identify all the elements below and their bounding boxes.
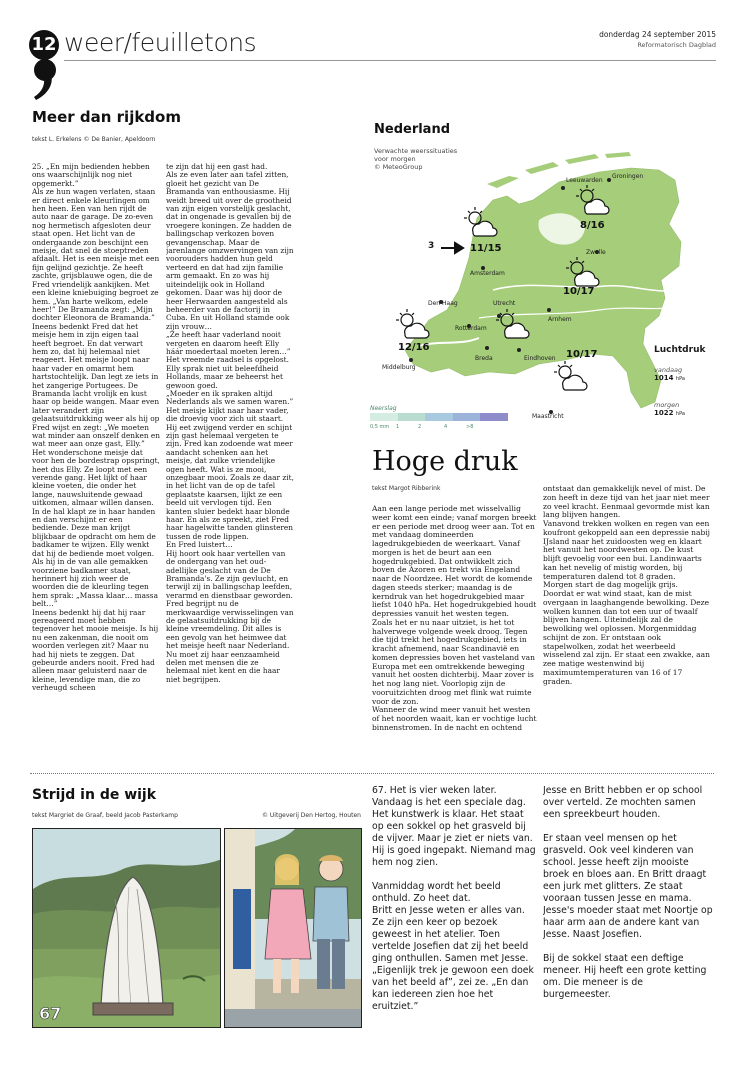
temp-east: 10/17: [563, 286, 595, 297]
city-zwolle: Zwolle: [586, 249, 606, 256]
temp-west: 11/15: [470, 243, 502, 254]
comic-panel-left: [32, 828, 221, 1028]
serial1-credit: tekst L. Erkelens © De Banier, Apeldoorn: [32, 136, 156, 143]
pressure-today-value: 1014 hPa: [654, 374, 685, 382]
weather-article-credit: tekst Margot Ribberink: [372, 485, 441, 492]
pressure-title: Luchtdruk: [654, 345, 706, 355]
city-eindhoven: Eindhoven: [524, 355, 556, 362]
section-divider: [30, 773, 714, 774]
comic-panel-number: 67: [39, 1004, 62, 1023]
serial2-column-2: Jesse en Britt hebben er op school over verteld. Ze mochten samen een spreekbeurt houden. Er staan veel mensen op het grasveld. Ook veel kinderen van school. Jesse heeft zijn mooiste broek en bloes aan. En Britt draagt een jurk met glitters. Ze staat vooraan tussen Jesse en mama. Jesse's moeder staat met Noortje op haar arm aan de andere kant van Jesse. Naast Josefien. Bij de sokkel staat een deftige meneer. Hij heeft een grote ketting om. Die meneer is de burgemeester.: [543, 785, 713, 1000]
newspaper-name: Reformatorisch Dagblad: [637, 41, 716, 49]
city-middelburg: Middelburg: [382, 364, 416, 371]
pressure-tomorrow-value: 1022 hPa: [654, 409, 685, 417]
serial2-title: Strijd in de wijk: [32, 787, 157, 803]
rain-tick: 0,5 mm: [370, 424, 390, 430]
netherlands-map: [369, 140, 714, 440]
weather-map-title: Nederland: [374, 122, 451, 137]
city-utrecht: Utrecht: [493, 300, 516, 307]
pressure-today-label: vandaag: [654, 366, 683, 374]
weather-article-column-1: Aan een lange periode met wisselvallig weer komt een einde; vanaf morgen breekt er een periode met droog weer aan. Tot en met vandaag domineerden lagedrukgebieden de weerkaart. Vanaf morgen is het de beurt aan een hogedrukgebied. Dat ontwikkelt zich boven de Azoren en trekt via Engeland naar de Noordzee. Het wordt de komende dagen steeds sterker; maandag is de kerndruk van het hogedrukgebied maar liefst 1040 hPa. Het hogedrukgebied houdt depressies vanuit het westen tegen. Zoals het er nu naar uitziet, is het tot halverwege volgende week droog. Tegen die tijd trekt het hogedrukgebied, iets in kracht afnemend, naar Scandinavië en komen depressies boven het vasteland van Europa met een omtrekkende beweging vanuit het oosten dichterbij. Maar zover is het nog lang niet. Voorlopig zijn de vooruitzichten droog met flink wat ruimte voor de zon. Wanneer de wind meer vanuit het westen of het noorden waait, kan er vochtige lucht binnenstromen. In de nacht en ochtend: [372, 505, 537, 732]
city-leeuwarden: Leeuwarden: [566, 177, 603, 184]
city-rotterdam: Rotterdam: [455, 325, 487, 332]
temp-southwest: 12/16: [398, 342, 430, 353]
pressure-tomorrow-label: morgen: [654, 401, 680, 409]
page-number: 12: [29, 30, 59, 60]
issue-date: donderdag 24 september 2015: [599, 30, 716, 39]
rain-tick: >8: [466, 424, 474, 430]
header-divider: [64, 60, 716, 61]
rain-segment: [370, 413, 398, 421]
weather-map-subtitle: Verwachte weerssituaties voor morgen © MeteoGroup: [374, 147, 458, 171]
rain-legend-bar: [370, 413, 508, 421]
serial1-column-1: 25. „En mijn bedienden hebben ons waarschijnlijk nog niet opgemerkt.” Als ze hun wagen verlaten, staan er direct enkele kleurlingen om hen heen. Een van hen rijdt de auto naar de garage. De zo-even nog hermetisch afgesloten deur staat open. Het licht van de ondergaande zon beschijnt een meisje, dat snel de stoeptreden afdaalt. Het is een meisje met een fijn gelijnd gezichtje. Ze heeft zachte, grijsblauwe ogen, die de Fred vriendelijk aankijken. Met een kleine kniebuiging begroet ze hem. „Van harte welkom, edele heer!” De Bramanda zegt: „Mijn dochter Eleonora de Bramanda.” Ineens bedenkt Fred dat het meisje hem in zijn eigen taal heeft begroet. En dat verwart hem zo, dat hij helemaal niet reageert. Het meisje loopt naar haar vader en omarmt hem hartstochtelijk. Dan legt ze iets in het zangerige Portugees. De Bramanda lacht vrolijk en kust haar op beide wangen. Maar even later verandert zijn gelaatsuitdrukking weer als hij op Fred wijst en zegt: „We moeten wat minder aan onszelf denken en wat meer aan onze gast, Elly.” Het wonderschone meisje dat voor hen de bordestrap opspringt, heet dus Elly. Ze loopt met een verende gang. Het lijkt of haar kleine voeten, die onder het lange, nauwsluitende gewaad uitkomen, almaar willen dansen. In de hal klapt ze in haar handen en dan verschijnt er een bediende. Deze man krijgt blijkbaar de opdracht om hem de badkamer te wijzen. Elly wenkt dat hij de bediende moet volgen. Als hij in de van alle gemakken voorziene badkamer staat, herinnert hij zich weer de woorden die de kleurling tegen hem sprak: „Massa klaar… massa belt…” Ineens bedenkt hij dat hij raar gereageerd moet hebben tegenover het mooie meisje. Is hij nu een zakenman, die nooit om woorden verlegen zit? Maar nu had hij niets te zeggen. Dat gebeurde anders nooit. Fred had alleen maar geluisterd naar de kleine, levendige man, die zo verheugd scheen: [32, 163, 160, 693]
wind-force: 3: [428, 241, 435, 251]
city-arnhem: Arnhem: [548, 316, 572, 323]
comic-panel-right: [224, 828, 362, 1028]
serial2-publisher: © Uitgeverij Den Hertog, Houten: [262, 812, 361, 819]
rain-legend-label: Neerslag: [370, 405, 397, 412]
rain-segment: [398, 413, 426, 421]
serial1-column-2: te zijn dat hij een gast had. Als ze even later aan tafel zitten, gloeit het gezicht van De Bramanda van enthousiasme. Hij weidt breed uit over de grootheid van zijn eigen vorstelijk geslacht, dat in ongenade is gevallen bij de vroegere koningen. Ze hadden de ballingschap verkozen boven gevangenschap. Maar de jarenlange omzwervingen van zijn voorouders hadden hun geld verteerd en dat had zijn familie arm gemaakt. En zo was hij uiteindelijk ook in Holland gekomen. Daar was hij door de heer Herwaarden aangesteld als beheerder van de factorij in Cuba. En uit Holland stamde ook zijn vrouw… „Ze heeft haar vaderland nooit vergeten en daarom heeft Elly háár moedertaal moeten leren…” Het vreemde raadsel is opgelost. Elly sprak niet uit beleefdheid Hollands, maar ze beheerst het gewoon goed. „Moeder en ik spraken altijd Nederlands als we samen waren.” Het meisje kijkt naar haar vader, die droevig voor zich uit staart. Hij eet zwijgend verder en schijnt zijn gast helemaal vergeten te zijn. Fred kan zodoende wat meer aandacht schenken aan het meisje, dat zulke vriendelijke ogen heeft. Wat is ze mooi, onzegbaar mooi. Zoals ze daar zit, in het licht van de op de tafel geplaatste kaarsen, lijkt ze een beeld uit vervlogen tijd. Een kanten sluier bedekt haar blonde haar. En als ze spreekt, ziet Fred haar hagelwitte tanden glinsteren tussen de rode lippen. En Fred luistert… Hij hoort ook haar vertellen van de ondergang van het oud-adellijke geslacht van de De Bramanda's. Ze zijn gevlucht, en terwijl zij in ballingschap leefden, verarmd en dienstbaar geworden. Fred begrijpt nu de merkwaardige verwisselingen van de gelaatsuitdrukking bij de kleine vreemdeling. Dit alles is een gevolg van het heimwee dat het meisje heeft naar Nederland. Nu moet zij haar eenzaamheid delen met mensen die ze helemaal niet kent en die haar niet begrijpen.: [166, 163, 294, 684]
weather-article-title: Hoge druk: [372, 446, 518, 477]
rain-tick: 1: [396, 424, 400, 430]
city-maastricht: Maastricht: [532, 413, 564, 420]
city-den-haag: Den Haag: [428, 300, 458, 307]
city-amsterdam: Amsterdam: [470, 270, 505, 277]
comic-illustration-right: [225, 829, 362, 1028]
comma-logo: [32, 58, 58, 102]
rain-segment: [425, 413, 453, 421]
comic-illustration-left: [33, 829, 221, 1028]
serial2-column-1: 67. Het is vier weken later. Vandaag is het een speciale dag. Het kunstwerk is klaar. Het staat op een sokkel op het grasveld bij de vijver. Maar je ziet er niets van. Hij is goed ingepakt. Niemand mag hem nog zien. Vanmiddag wordt het beeld onthuld. Zo heet dat. Britt en Jesse weten er alles van. Ze zijn een keer op bezoek geweest in het atelier. Toen vertelde Josefien dat zij het beeld ging onthullen. Samen met Jesse. „Eigenlijk trek je gewoon een doek van het beeld af”, zei ze. „En dan kan iedereen zien hoe het eruitziet.”: [372, 785, 536, 1012]
temp-south: 10/17: [566, 349, 598, 360]
city-breda: Breda: [475, 355, 493, 362]
section-title: weer/feuilletons: [64, 28, 257, 57]
city-groningen: Groningen: [612, 173, 644, 180]
serial2-credit: tekst Margriet de Graaf, beeld Jacob Pasterkamp: [32, 812, 178, 819]
rain-segment: [453, 413, 481, 421]
rain-tick: 2: [418, 424, 422, 430]
serial1-title: Meer dan rijkdom: [32, 108, 181, 126]
weather-article-column-2: ontstaat dan gemakkelijk nevel of mist. De zon heeft in deze tijd van het jaar niet meer zo veel kracht. Eenmaal gevormde mist kan lang blijven hangen. Vanavond trekken wolken en regen van een koufront gekoppeld aan een depressie nabij IJsland naar het zuidoosten weg en klaart het vanuit het noordwesten op. De kust blijft gevoelig voor een bui. Landinwaarts kan het nevelig of mistig worden, bij temperaturen dalend tot 8 graden. Morgen start de dag mogelijk grijs. Doordat er wat wind staat, kan de mist overgaan in laaghangende bewolking. Deze wolken kunnen dan tot een uur of twaalf blijven hangen. Uiteindelijk zal de bewolking wel oplossen. Morgenmiddag schijnt de zon. Er ontstaan ook stapelwolken, zodat het weerbeeld wisselend zal zijn. Er staat een zwakke, aan zee matige westenwind bij maximumtemperaturen van 16 of 17 graden.: [543, 485, 710, 686]
rain-tick: 4: [444, 424, 448, 430]
rain-segment: [480, 413, 508, 421]
temp-north: 8/16: [580, 220, 605, 231]
